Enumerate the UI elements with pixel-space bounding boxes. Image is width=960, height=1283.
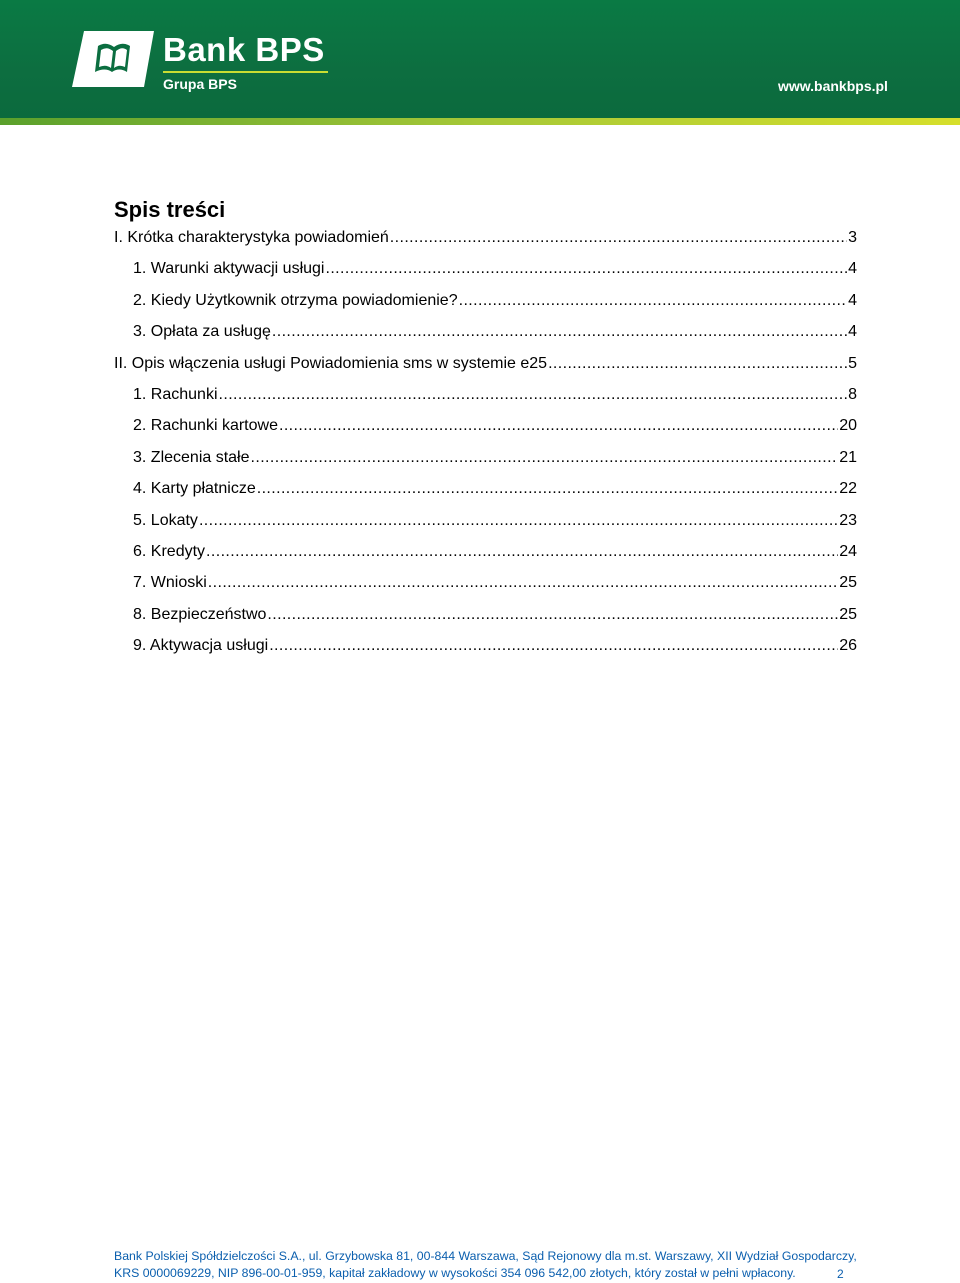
toc-entry[interactable]	[114, 228, 857, 248]
toc-entry-page: 21	[839, 448, 857, 466]
toc-entry[interactable]	[133, 385, 857, 405]
toc-entry-label: 3. Opłata za usługę	[133, 323, 271, 341]
toc-dot-leader	[251, 448, 839, 468]
toc-entry[interactable]	[133, 573, 857, 593]
toc-entry-page: 23	[839, 511, 857, 529]
toc-entry-label: 8. Bezpieczeństwo	[133, 605, 267, 623]
toc-entry-page: 26	[839, 637, 857, 655]
toc-dot-leader	[272, 322, 847, 342]
toc-entry[interactable]	[133, 542, 857, 562]
toc-entry[interactable]	[114, 354, 857, 374]
toc-entry[interactable]	[133, 416, 857, 436]
toc-entry-page: 4	[848, 291, 857, 309]
toc-dot-leader	[325, 259, 847, 279]
header-accent-stripe	[0, 118, 960, 125]
toc-entry-label: 5. Lokaty	[133, 511, 198, 529]
toc-entry-label: 4. Karty płatnicze	[133, 480, 256, 498]
toc-dot-leader	[548, 354, 847, 374]
toc-entry-page: 24	[839, 543, 857, 560]
toc-entry[interactable]	[133, 605, 857, 625]
toc-entry[interactable]	[133, 291, 857, 311]
toc-entry-label: 6. Kredyty	[133, 543, 206, 560]
toc-dot-leader	[208, 573, 838, 593]
website-link[interactable]: www.bankbps.pl	[778, 78, 888, 94]
toc-entry-label: 2. Rachunki kartowe	[133, 417, 278, 435]
brand-subtitle: Grupa BPS	[163, 76, 237, 92]
toc-entry-page: 8	[848, 386, 857, 403]
toc-entry[interactable]	[133, 322, 857, 342]
toc-dot-leader	[459, 291, 848, 311]
toc-entry-page: 5	[848, 354, 857, 372]
toc-entry[interactable]	[133, 479, 857, 499]
toc-entry-page: 25	[839, 574, 857, 592]
toc-dot-leader	[219, 385, 848, 405]
toc-entry-page: 22	[839, 480, 857, 498]
toc-dot-leader	[199, 511, 838, 531]
toc-entry-label: 9. Aktywacja usługi	[133, 637, 269, 655]
toc-entry-label: II. Opis włączenia usługi Powiadomienia sms w systemie e25	[114, 354, 548, 372]
toc-entry-label: 1. Rachunki	[133, 386, 218, 403]
brand-name: Bank BPS	[163, 31, 325, 68]
toc-entry-label: 2. Kiedy Użytkownik otrzyma powiadomienie?	[133, 291, 458, 309]
footer-registration: KRS 0000069229, NIP 896-00-01-959, kapitał zakładowy w wysokości 354 096 542,00 złotych, który został w pełni wpłacony.	[114, 1266, 796, 1280]
toc-entry-page: 3	[848, 229, 857, 246]
toc-dot-leader	[279, 416, 838, 436]
brand-divider	[163, 71, 328, 73]
toc-entry-page: 25	[839, 605, 857, 623]
toc-entry[interactable]	[133, 636, 857, 656]
toc-entry-page: 20	[839, 417, 857, 435]
toc-entry-page: 4	[848, 323, 857, 341]
toc-entry[interactable]	[133, 448, 857, 468]
book-shield-logo-icon	[70, 28, 158, 90]
toc-entry-label: 3. Zlecenia stałe	[133, 448, 250, 466]
toc-entry-page: 4	[848, 260, 857, 278]
toc-dot-leader	[267, 605, 838, 625]
toc-dot-leader	[206, 542, 838, 562]
footer-address: Bank Polskiej Spółdzielczości S.A., ul. Grzybowska 81, 00-844 Warszawa, Sąd Rejonowy dla m.st. Warszawy, XII Wydział Gospodarczy,	[114, 1249, 857, 1263]
toc-entry-label: 7. Wnioski	[133, 574, 207, 592]
toc-entry[interactable]	[133, 259, 857, 279]
toc-dot-leader	[269, 636, 838, 656]
page-header	[0, 0, 960, 118]
page-number: 2	[837, 1267, 844, 1281]
toc-entry-label: I. Krótka charakterystyka powiadomień	[114, 229, 389, 246]
toc-entry[interactable]	[133, 511, 857, 531]
toc-title: Spis treści	[114, 197, 226, 222]
toc-dot-leader	[390, 228, 847, 248]
toc-entry-label: 1. Warunki aktywacji usługi	[133, 260, 325, 278]
toc-dot-leader	[257, 479, 838, 499]
